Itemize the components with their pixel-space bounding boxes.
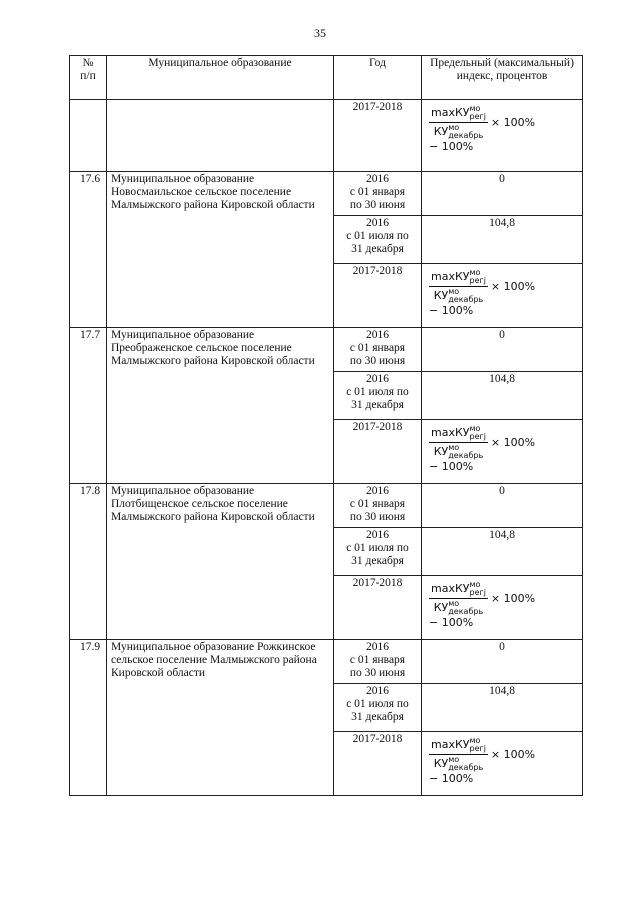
row-year-cell: 2016 с 01 июля по 31 декабря xyxy=(334,216,422,264)
row-formula-cell xyxy=(422,576,583,640)
row-year-cell: 2017-2018 xyxy=(334,264,422,328)
formula-expression xyxy=(425,421,579,473)
denominator-sub: декабрь xyxy=(448,763,484,772)
row-value-cell: 0 xyxy=(422,484,583,528)
row-value-cell: 104,8 xyxy=(422,528,583,576)
header-num xyxy=(70,56,107,100)
row-year-cell: 2016 с 01 июля по 31 декабря xyxy=(334,528,422,576)
formula-expression xyxy=(425,101,579,153)
row-year-cell: 2016 с 01 июля по 31 декабря xyxy=(334,684,422,732)
header-year: Год xyxy=(334,56,422,100)
header-num-text: № п/п xyxy=(80,57,96,82)
numerator-sup: мо xyxy=(469,268,481,277)
row-num-cell: 17.6 xyxy=(70,172,107,328)
denominator-indices xyxy=(448,124,483,140)
row-value-cell: 0 xyxy=(422,328,583,372)
denominator-sub: декабрь xyxy=(448,607,484,616)
numerator-indices xyxy=(469,425,485,441)
table-row xyxy=(70,328,583,372)
header-municipality: Муниципальное образование xyxy=(107,56,334,100)
numerator-sub: регj xyxy=(469,432,486,441)
denominator-sub: декабрь xyxy=(448,451,484,460)
page-number: 35 xyxy=(314,26,326,40)
denominator-main: КУ xyxy=(433,289,449,302)
formula-expression xyxy=(425,733,579,785)
denominator-indices xyxy=(448,600,483,616)
numerator-sup: мо xyxy=(469,424,481,433)
numerator-sub: регj xyxy=(469,744,486,753)
numerator-sup: мо xyxy=(469,736,481,745)
row-value-cell: 0 xyxy=(422,640,583,684)
formula-minus: − 100% xyxy=(429,140,474,153)
denominator-sup: мо xyxy=(448,755,460,764)
row-municipality-cell: Муниципальное образование Плотбищенское сельское поселение Малмыжского района Кировской области xyxy=(107,484,334,640)
numerator-sup: мо xyxy=(469,104,481,113)
denominator-indices xyxy=(448,288,483,304)
formula-fraction xyxy=(429,737,488,772)
formula-minus: − 100% xyxy=(429,460,474,473)
denominator-main: КУ xyxy=(433,601,449,614)
denominator-sup: мо xyxy=(448,599,460,608)
denominator-sub: декабрь xyxy=(448,295,484,304)
row-num-cell: 17.9 xyxy=(70,640,107,796)
table-row xyxy=(70,484,583,528)
formula-fraction xyxy=(429,425,488,460)
denominator-sub: декабрь xyxy=(448,131,484,140)
formula-times: × 100% xyxy=(490,436,536,449)
formula xyxy=(425,101,579,153)
formula-numerator xyxy=(429,269,488,287)
row-municipality-cell: Муниципальное образование Новосмаильское сельское поселение Малмыжского района Кировской области xyxy=(107,172,334,328)
formula-minus: − 100% xyxy=(429,616,474,629)
tariff-index-table xyxy=(69,55,583,796)
denominator-main: КУ xyxy=(433,757,449,770)
row-year-cell: 2016 с 01 июля по 31 декабря xyxy=(334,372,422,420)
row-formula-cell xyxy=(422,100,583,172)
formula-times: × 100% xyxy=(490,116,536,129)
row-value-cell: 104,8 xyxy=(422,372,583,420)
row-municipality-cell xyxy=(107,100,334,172)
row-value-cell: 104,8 xyxy=(422,216,583,264)
formula-denominator xyxy=(429,123,488,140)
numerator-main: maxКУ xyxy=(431,738,470,751)
row-value-cell: 104,8 xyxy=(422,684,583,732)
numerator-sub: регj xyxy=(469,588,486,597)
numerator-sup: мо xyxy=(469,580,481,589)
row-municipality-cell: Муниципальное образование Преображенское сельское поселение Малмыжского района Кировской области xyxy=(107,328,334,484)
formula xyxy=(425,733,579,785)
formula-times: × 100% xyxy=(490,592,536,605)
row-year-cell: 2016 с 01 января по 30 июня xyxy=(334,484,422,528)
formula-expression xyxy=(425,265,579,317)
denominator-sup: мо xyxy=(448,443,460,452)
formula-denominator xyxy=(429,443,488,460)
formula-times: × 100% xyxy=(490,280,536,293)
denominator-sup: мо xyxy=(448,287,460,296)
formula xyxy=(425,577,579,629)
table-row xyxy=(70,172,583,216)
row-year-cell: 2017-2018 xyxy=(334,100,422,172)
row-year-cell: 2016 с 01 января по 30 июня xyxy=(334,640,422,684)
numerator-main: maxКУ xyxy=(431,582,470,595)
formula-fraction xyxy=(429,581,488,616)
formula-numerator xyxy=(429,581,488,599)
row-num-cell: 17.8 xyxy=(70,484,107,640)
denominator-sup: мо xyxy=(448,123,460,132)
formula xyxy=(425,265,579,317)
numerator-indices xyxy=(469,581,485,597)
row-formula-cell xyxy=(422,264,583,328)
denominator-main: КУ xyxy=(433,445,449,458)
row-year-cell: 2017-2018 xyxy=(334,732,422,796)
numerator-main: maxКУ xyxy=(431,426,470,439)
denominator-indices xyxy=(448,444,483,460)
row-num-cell xyxy=(70,100,107,172)
table-row xyxy=(70,100,583,172)
row-year-cell: 2016 с 01 января по 30 июня xyxy=(334,328,422,372)
denominator-main: КУ xyxy=(433,125,449,138)
numerator-indices xyxy=(469,737,485,753)
denominator-indices xyxy=(448,756,483,772)
row-year-cell: 2017-2018 xyxy=(334,576,422,640)
row-formula-cell xyxy=(422,732,583,796)
formula-fraction xyxy=(429,269,488,304)
numerator-indices xyxy=(469,105,485,121)
formula-fraction xyxy=(429,105,488,140)
formula-minus: − 100% xyxy=(429,772,474,785)
header-index: Предельный (максимальный) индекс, процентов xyxy=(422,56,583,100)
formula-numerator xyxy=(429,737,488,755)
formula-minus: − 100% xyxy=(429,304,474,317)
formula-expression xyxy=(425,577,579,629)
formula-denominator xyxy=(429,755,488,772)
row-formula-cell xyxy=(422,420,583,484)
formula-denominator xyxy=(429,287,488,304)
row-year-cell: 2017-2018 xyxy=(334,420,422,484)
formula xyxy=(425,421,579,473)
formula-denominator xyxy=(429,599,488,616)
row-municipality-cell: Муниципальное образование Рожкинское сельское поселение Малмыжского района Кировской области xyxy=(107,640,334,796)
numerator-sub: регj xyxy=(469,112,486,121)
formula-numerator xyxy=(429,105,488,123)
row-num-cell: 17.7 xyxy=(70,328,107,484)
formula-times: × 100% xyxy=(490,748,536,761)
numerator-indices xyxy=(469,269,485,285)
numerator-main: maxКУ xyxy=(431,270,470,283)
formula-numerator xyxy=(429,425,488,443)
header-row xyxy=(70,56,583,100)
row-year-cell: 2016 с 01 января по 30 июня xyxy=(334,172,422,216)
table-row xyxy=(70,640,583,684)
numerator-main: maxКУ xyxy=(431,106,470,119)
row-value-cell: 0 xyxy=(422,172,583,216)
table-body xyxy=(70,100,583,796)
numerator-sub: регj xyxy=(469,276,486,285)
